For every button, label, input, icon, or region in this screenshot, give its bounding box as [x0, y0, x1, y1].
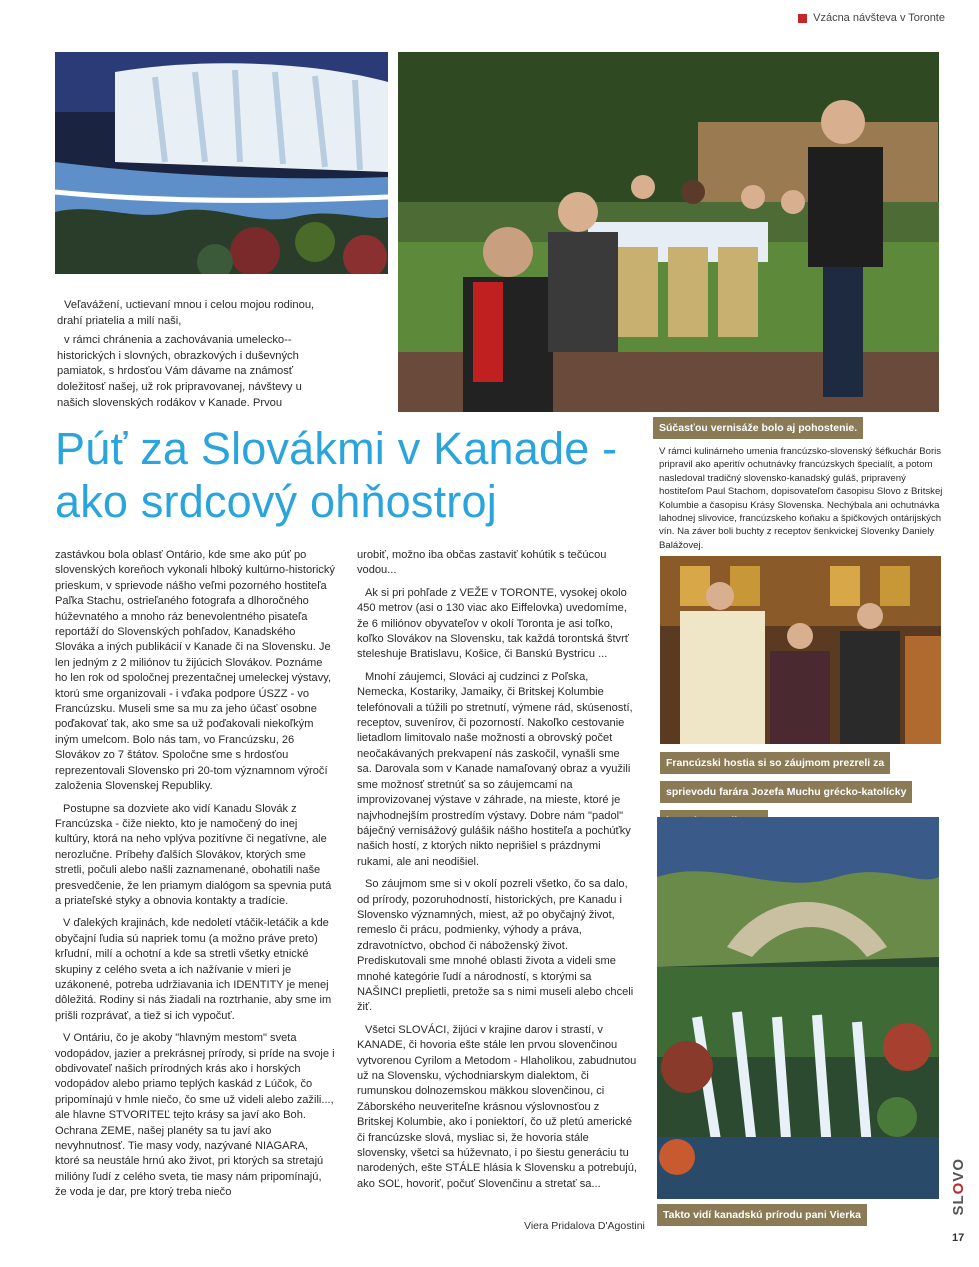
church-caption-line: sprievodu farára Jozefa Muchu grécko-katolícky — [660, 781, 912, 803]
intro-paragraph: Veľavážení, uctievaní mnou i celou mojou rodinou, drahí priatelia a milí naši, — [57, 299, 315, 327]
article-paragraph: Ak si pri pohľade z VEŽE v TORONTE, vysokej okolo 450 metrov (asi o 130 viac ako Eiffelovka) uvedomíme, že 6 miliónov obyvateľov v okolí Toronta je asi toľko, koľko Slovákov na Slovensku, tak každá torontská štvrť steleshuje Bratislavu, Košice, či Banskú Bystricu ... — [357, 586, 629, 661]
article-paragraph: Mnohí záujemci, Slováci aj cudzinci z Poľska, Nemecka, Kostariky, Jamaiky, či Britskej Kolumbie telefónovali a túžili po stretnutí, výmene rád, skúseností, receptov, suvenírov, či pozorností. Nakoľko cestovanie lietadlom limitovalo naše možnosti a obrovský počet neočakávaných prekvapení nás zaskočil, vynašli sme sa. Darovala som v Kanade namaľovaný obraz a využili sme možnosť stretnúť sa so záujemcami na improvizovanej výstave v záhrade, na mieste, ktoré je najvhodnejším prostredím výstavy. Dobre nám "padol" báječný vernisážový gulášik nášho hostiteľa a pochúťky našich hostí, z ktorých nikto neprišiel s prázdnymi rukami, ale ani neodišiel. — [357, 670, 633, 868]
article-column-2 — [357, 548, 637, 1199]
section-square-icon — [798, 14, 807, 23]
article-paragraph: V Ontáriu, čo je akoby "hlavným mestom" sveta vodopádov, jazier a prekrásnej prírody, si príde na svoje i obdivovateľ našich prírodných krás ako i horských vodopádov alebo priamo teplých kaskád z Lúčok, čo pripomínajú v hmle niečo, čo sme už videli alebo zažili..., ale hlavne STVORITEĽ tejto krásy sa javí ako Boh. Ochrana ZEME, našej planéty sa tu javí ako nevyhnutnosť. Tie masy vody, nazývané NIAGARA, ktoré sa neustále hrnú ako život, pri ktorých sa stretajú milióny ľudí z celého sveta, tie masy nám pripomínajú, že voda je dar, pre ktorý treba niečo — [55, 1032, 335, 1199]
intro-paragraph: v rámci chránenia a zachovávania umelecko--historických i slovných, obrazkových i duševných pamiatok, s hrdosťou Vám dávame na známosť doležitosť našej, už rok pripravovanej, návštevy u našich slovenských rodákov v Kanade. Prvou — [57, 334, 302, 409]
article-paragraph: urobiť, možno iba občas zastaviť kohútik s tečúcou vodou... — [357, 549, 607, 577]
page-number: 17 — [952, 1232, 965, 1244]
garden-caption — [653, 417, 943, 552]
painting-caption-text: Takto vidí kanadskú prírodu pani Vierka — [657, 1204, 867, 1226]
logo-text: VO — [950, 1158, 967, 1182]
article-paragraph: Postupne sa dozviete ako vidí Kanadu Slovák z Francúzska - čiže niekto, kto je namočený do inej kultúry, ktorá na neho vplýva pozitívne či negatívne, ale nerozlučne. Príbehy ďalších Slovákov, ktorých sme stretli, počuli alebo našli zaznamenané, obohatili naše presvedčenie, že len priamym dialógom sa spevnia putá a priateľské styky a obnovia kontakty a tradície. — [55, 802, 332, 907]
logo-text: SL — [950, 1194, 967, 1216]
author-signature: Viera Pridalova D'Agostini — [524, 1220, 645, 1232]
article-column-1 — [55, 548, 335, 1208]
garden-gathering-photo — [398, 52, 939, 412]
nature-painting-photo — [657, 817, 939, 1199]
section-tag — [798, 12, 945, 24]
article-paragraph: zastávkou bola oblasť Ontário, kde sme ako púť po slovenských koreňoch vykonali hlboký kultúrno-historický prieskum, v sprievode nášho veľmi pozorného hostiteľa Paľka Stachu, ostrieľaného fotografa a dlhoročného húževnatého a mnoho ráz benevolentného pisateľa reportáží do Slovenských pohľadov, Kanadského Slováka a iných publikácií v Kanade či na Slovensku. Je len jedným z 2 miliónov tu žijúcich Slovákov. Poznáme ho len rok od spoločnej prezentačnej umeleckej výstavy, ktorú sme organizovali - i vďaka podpore ÚSZZ - vo Francúzsku. Museli sme sa mu za jeho účasť osobne poďakovať tak, ako sme sa už poďakovali niekoľkým iným umelcom. Bolo nás tam, vo Francúzsku, 26 Slovákov zo 7 štátov. Spoločne sme s hrdosťou reprezentovali Slovensko pri 20-tom významnom výročí založenia Slovenskej Republiky. — [55, 549, 335, 793]
logo-o-icon: O — [950, 1181, 967, 1195]
garden-caption-text: V rámci kulinárneho umenia francúzsko-slovenský šéfkuchár Boris pripravil ako aperitív ochutnávky francúzskych špecialít, a potom nasledoval tradičný slovensko-kanadský guláš, pripravený hostiteľom Paul Stachom, dopisovateľom časopisu Slovo z Britskej Kolumbie a časopisu Krásy Slovenska. Nechýbala ani ochutnávka lahodnej slivovice, francúzskeho koňaku a špičkových ontárijských vín. Na záver boli buchty z receptov šenkvickej Slovenky Daniely Balážovej. — [659, 446, 943, 551]
intro-text — [57, 298, 329, 415]
article-paragraph: V ďalekých krajinách, kde nedoletí vtáčik-letáčik a kde obyčajní ľudia sú napriek tomu (a možno práve preto) krľudní, milí a ochotní a kde sa stretli všetky etnické skupiny z celého sveta a ich nažívanie v mieri je uzákonené, potreba udržiavania ich IDENTITY je menej dôležitá. Rodiny si nás žiadali na roztrhanie, aby sme im prišli rozprávať, a tiež si ich vypočuť. — [55, 917, 332, 1022]
niagara-painting-photo — [55, 52, 388, 274]
painting-caption — [657, 1204, 867, 1226]
article-paragraph: So záujmom sme si v okolí pozreli všetko, čo sa dalo, od prírody, pozoruhodností, historických, pre Kanadu i Slovensko významných, miest, až po obyčajný život, remeslo či prácu, podmienky, výhody a práva, zdravotníctvo, obchod či náboženský život. Prediskutovali sme mnohé oblasti života a videli sme mnohé kategórie ľudí a národností, s ktorými sa NAŠINCI preplietli, pretože sa s nimi museli alebo chceli žiť. — [357, 878, 634, 1014]
garden-caption-title: Súčasťou vernisáže bolo aj pohostenie. — [653, 417, 863, 439]
article-title-line: Púť za Slovákmi v Kanade - — [55, 423, 618, 474]
church-caption-line: Francúzski hostia si so záujmom prezreli za — [660, 752, 890, 774]
article-title-line: ako srdcový ohňostroj — [55, 476, 497, 527]
article-title — [55, 422, 617, 528]
church-interior-photo — [660, 556, 941, 744]
article-paragraph: Všetci SLOVÁCI, žijúci v krajine darov i strastí, v KANADE, či hovoria ešte stále len prvou slovenčinou vytvorenou Cyrilom a Metodom - Hlaholikou, zabudnutou už na Slovensku, východniarskym dialektom, či rumunskou dolnozemskou mäkkou slovenčinou, ci Záborského neuveriteľne krásnou výslovnosťou z Britskej Kolumbie, ako i poniektorí, čo už pletú americké či francúzske slová, mysliac si, že hovoria stále slovensky, všetci sa húževnato, i po šiestu generáciu tu narodených, ešte STÁLE hlásia k Slovensku a potrebujú, ako SOĽ, hovoriť, počuť Slovenčinu a stretať sa... — [357, 1023, 637, 1190]
slovo-logo — [950, 1158, 967, 1216]
section-tag-label: Vzácna návšteva v Toronte — [813, 12, 945, 24]
